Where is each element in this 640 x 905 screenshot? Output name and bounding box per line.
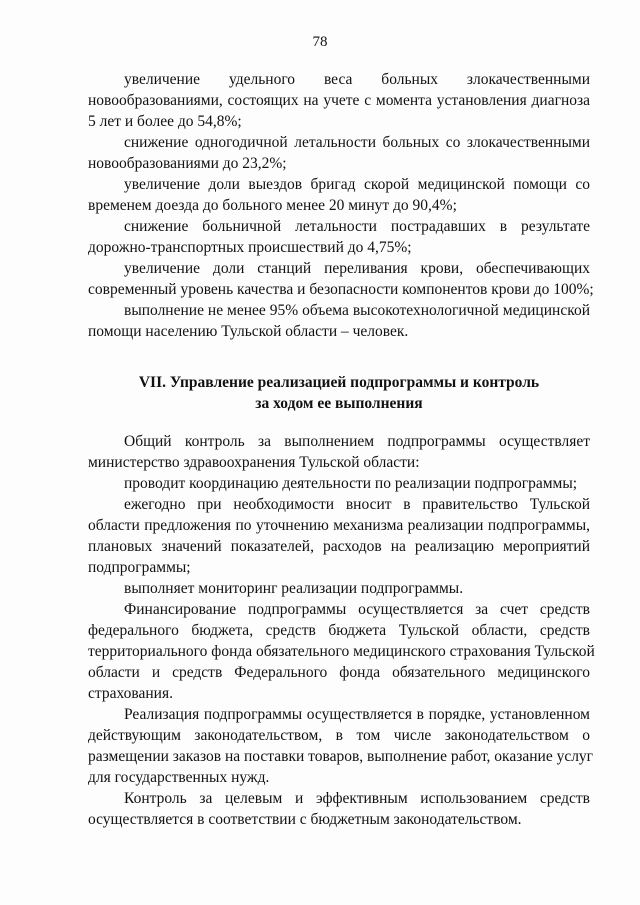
text-line: увеличение доли выездов бригад скорой медицинской помощи со — [124, 176, 590, 193]
text-line: Финансирование подпрограммы осуществляется за счет средств — [124, 601, 590, 618]
text-line: Контроль за целевым и эффективным использованием средств — [124, 790, 590, 807]
text-line: современный уровень качества и безопасности компонентов крови до 100%; — [88, 281, 594, 298]
text-line: проводит координацию деятельности по реализации подпрограммы; — [124, 475, 578, 492]
text-line: министерство здравоохранения Тульской области: — [88, 454, 420, 471]
text-line: федерального бюджета, средств бюджета Тульской области, средств — [88, 622, 590, 639]
text-line: действующим законодательством, в том числе законодательством о — [88, 727, 590, 744]
text-line: снижение больничной летальности пострадавших в результате — [124, 218, 590, 235]
text-line: области и средств Федерального фонда обязательного медицинского — [88, 664, 590, 681]
text-line: выполняет мониторинг реализации подпрограммы. — [124, 580, 464, 597]
text-line: страхования. — [88, 685, 173, 702]
text-line: для государственных нужд. — [88, 769, 270, 786]
text-line: ежегодно при необходимости вносит в правительство Тульской — [124, 496, 590, 513]
text-line: снижение одногодичной летальности больных со злокачественными — [124, 134, 590, 151]
text-line: дорожно-транспортных происшествий до 4,75%; — [88, 239, 412, 256]
text-line: новообразованиями, состоящих на учете с момента установления диагноза — [88, 92, 590, 109]
text-line: помощи населению Тульской области – человек. — [88, 323, 409, 340]
text-line: плановых значений показателей, расходов на реализацию мероприятий — [88, 538, 590, 555]
text-line: территориального фонда обязательного медицинского страхования Тульской — [88, 643, 595, 660]
text-line: размещении заказов на поставки товаров, выполнение работ, оказание услуг — [88, 748, 594, 765]
text-line: 5 лет и более до 54,8%; — [88, 113, 242, 130]
section-heading-line-2: за ходом ее выполнения — [255, 395, 423, 412]
text-line: выполнение не менее 95% объема высокотехнологичной медицинской — [124, 302, 590, 319]
text-line: Реализация подпрограммы осуществляется в порядке, установленном — [124, 706, 590, 723]
text-line: временем доезда до больного менее 20 минут до 90,4%; — [88, 197, 457, 214]
text-line: увеличение доли станций переливания крови, обеспечивающих — [124, 260, 590, 277]
page-number: 78 — [312, 34, 328, 50]
text-line: подпрограммы; — [88, 559, 191, 576]
text-line: области предложения по уточнению механизма реализации подпрограммы, — [88, 517, 590, 534]
section-heading-line-1: VII. Управление реализацией подпрограммы и контроль — [138, 374, 540, 391]
text-line: осуществляется в соответствии с бюджетным законодательством. — [88, 811, 522, 828]
text-line: увеличение удельного веса больных злокачественными — [124, 71, 590, 88]
text-line: Общий контроль за выполнением подпрограммы осуществляет — [124, 433, 590, 450]
text-line: новообразованиями до 23,2%; — [88, 155, 287, 172]
